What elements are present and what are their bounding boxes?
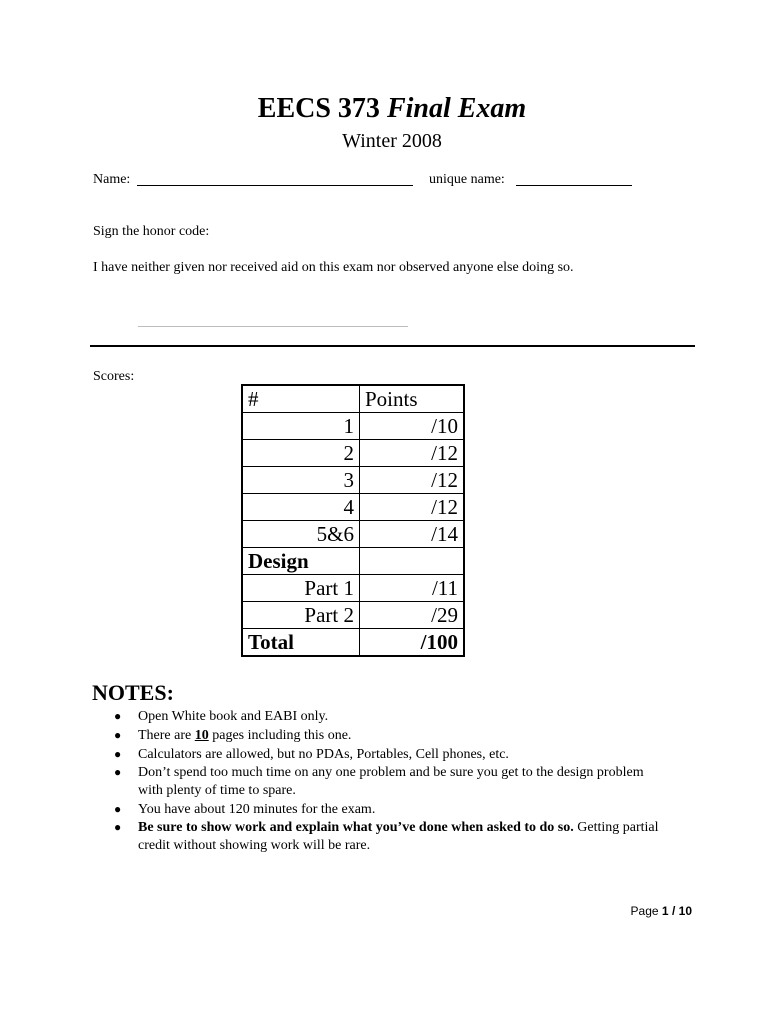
score-row-points: /12 <box>360 467 465 494</box>
note-item <box>110 819 668 854</box>
signature-line[interactable] <box>138 326 408 327</box>
score-row-id: 2 <box>242 440 360 467</box>
honor-code-statement: I have neither given nor received aid on this exam nor observed anyone else doing so. <box>93 260 574 275</box>
bullet-icon: ● <box>114 746 122 761</box>
course-code: EECS 373 <box>257 93 380 124</box>
name-label: Name: <box>93 172 131 187</box>
page-current: 1 <box>661 904 669 918</box>
score-row <box>242 440 464 467</box>
score-row-points: /12 <box>360 440 465 467</box>
note-text: Calculators are allowed, but no PDAs, Portables, Cell phones, etc. <box>138 746 509 762</box>
score-row-points: /29 <box>360 602 465 629</box>
score-row <box>242 629 464 657</box>
score-row <box>242 602 464 629</box>
unique-name-field-line[interactable] <box>516 185 632 186</box>
score-row-id: Part 2 <box>242 602 360 629</box>
scores-label: Scores: <box>93 369 135 384</box>
unique-name-label: unique name: <box>429 172 505 187</box>
exam-title <box>0 92 784 126</box>
bullet-icon: ● <box>114 801 122 816</box>
page-label: Page <box>630 904 659 918</box>
note-text: 10 <box>194 727 209 743</box>
note-item <box>110 708 668 726</box>
note-item <box>110 746 668 764</box>
section-divider <box>90 345 695 347</box>
page-number <box>631 903 692 919</box>
notes-list <box>110 708 668 856</box>
page-separator: / <box>671 904 676 918</box>
column-header-number: # <box>242 385 360 413</box>
score-row-id: 1 <box>242 413 360 440</box>
note-item <box>110 801 668 819</box>
score-row-points <box>360 548 465 575</box>
score-row-points: /100 <box>360 629 465 657</box>
score-row <box>242 413 464 440</box>
bullet-icon: ● <box>114 765 122 780</box>
score-row-id: Part 1 <box>242 575 360 602</box>
column-header-points: Points <box>360 385 465 413</box>
score-row <box>242 575 464 602</box>
note-item <box>110 764 668 799</box>
note-text: Be sure to show work and explain what you’ve done when asked to do so. <box>138 820 574 836</box>
exam-term: Winter 2008 <box>342 130 442 152</box>
page-total: 10 <box>678 904 692 918</box>
score-row-id: Design <box>242 548 360 575</box>
score-table <box>241 384 465 657</box>
notes-title: NOTES: <box>92 680 174 705</box>
name-field-line[interactable] <box>137 185 413 186</box>
score-row-id: 5&6 <box>242 521 360 548</box>
score-row <box>242 521 464 548</box>
bullet-icon: ● <box>114 820 122 835</box>
score-row-points: /11 <box>360 575 465 602</box>
score-table-header <box>242 385 464 413</box>
honor-code-prompt: Sign the honor code: <box>93 224 210 239</box>
note-item <box>110 727 668 745</box>
score-row-id: 4 <box>242 494 360 521</box>
score-row-id: 3 <box>242 467 360 494</box>
score-row <box>242 467 464 494</box>
note-text: Open White book and EABI only. <box>138 709 329 724</box>
bullet-icon: ● <box>114 709 122 723</box>
note-text: pages including this one. <box>208 727 352 743</box>
note-text: You have about 120 minutes for the exam. <box>138 801 376 817</box>
score-row <box>242 548 464 575</box>
note-text: Don’t spend too much time on any one problem and be sure you get to the design problem with plenty of time to spare. <box>138 765 644 798</box>
score-row-id: Total <box>242 629 360 657</box>
note-text: Getting partial credit without showing work will be rare. <box>138 820 659 853</box>
score-row-points: /14 <box>360 521 465 548</box>
exam-name: Final Exam <box>386 93 527 124</box>
bullet-icon: ● <box>114 727 122 742</box>
note-text: There are <box>138 727 195 743</box>
score-row <box>242 494 464 521</box>
score-row-points: /12 <box>360 494 465 521</box>
score-row-points: /10 <box>360 413 465 440</box>
